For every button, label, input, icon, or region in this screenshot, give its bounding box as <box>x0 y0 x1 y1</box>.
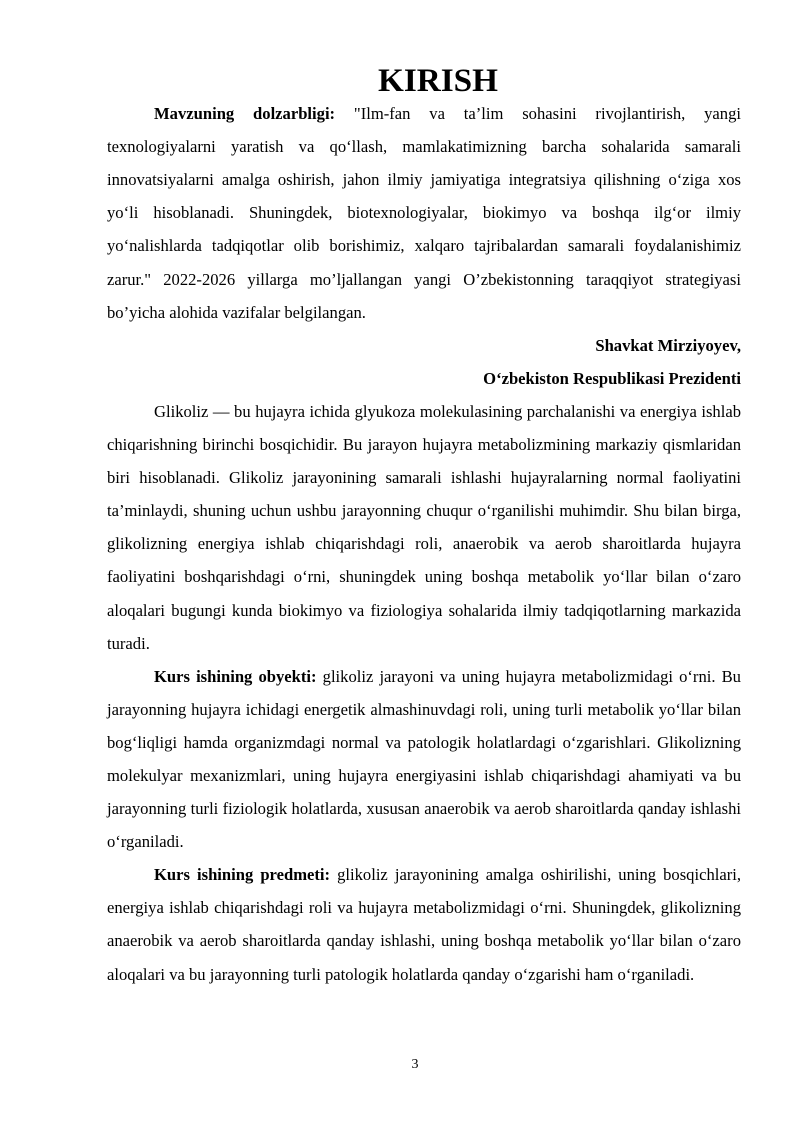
author-name: Shavkat Mirziyoyev, <box>595 335 741 355</box>
object-paragraph <box>107 660 741 859</box>
intro-paragraph <box>107 97 741 329</box>
intro-text: "Ilm-fan va ta’lim sohasini rivojlantirish, yangi texnologiyalarni yaratish va qo‘llash, mamlakatimizning barcha sohalarida samarali innovatsiyalarni amalga oshirish, jahon ilmiy jamiyatiga integratsiya qilishning o‘ziga xos yo‘li hisoblanadi. Shuningdek, biotexnologiyalar, biokimyo va boshqa ilg‘or ilmiy yo‘nalishlarda tadqiqotlar olib borishimiz, xalqaro tajribalardan samarali foydalanishimiz zarur." 2022-2026 yillarga mo’ljallangan yangi O’zbekistonning taraqqiyot strategiyasi bo’yicha alohida vazifalar belgilangan. <box>107 104 741 322</box>
page-number: 3 <box>411 1057 419 1072</box>
glycolysis-paragraph: Glikoliz — bu hujayra ichida glyukoza molekulasining parchalanishi va energiya ishlab chiqarishning birinchi bosqichidir. Bu jarayon hujayra metabolizmining markaziy qismlaridan biri hisoblanadi. Glikoliz jarayonining samarali ishlashi hujayralarning normal faoliyatini ta’minlaydi, shuning uchun ushbu jarayonning chuqur o‘rganilishi muhimdir. Shu bilan birga, glikolizning energiya ishlab chiqarishdagi roli, anaerobik va aerob sharoitlarda hujayra faoliyatini boshqarishdagi o‘rni, shuningdek uning boshqa metabolik yo‘llar bilan o‘zaro aloqalari bugungi kunda biokimyo va fiziologiya sohalarida ilmiy tadqiqotlarning markazida turadi. <box>107 401 741 653</box>
section-title: KIRISH <box>378 62 498 99</box>
subject-paragraph <box>107 858 741 990</box>
subject-lead: Kurs ishining predmeti: <box>154 865 331 885</box>
document-page <box>107 64 741 991</box>
object-text: glikoliz jarayoni va uning hujayra metabolizmidagi o‘rni. Bu jarayonning hujayra ichidagi energetik almashinuvdagi roli, uning turli metabolik yo‘llar bilan bog‘liqligi hamda organizmdagi normal va patologik holatlardagi o‘zgarishlari. Glikolizning molekulyar mexanizmlari, uning hujayra energiyasini ishlab chiqarishdagi ahamiyati va bu jarayonning turli fiziologik holatlarda, xususan anaerobik va aerob sharoitlarda qanday ishlashi o‘rganiladi. <box>107 666 741 852</box>
intro-lead: Mavzuning dolzarbligi: <box>154 104 336 124</box>
subject-text: glikoliz jarayonining amalga oshirilishi, uning bosqichlari, energiya ishlab chiqarishdagi roli va hujayra metabolizmidagi o‘rni. Shuningdek, glikolizning anaerobik va aerob sharoitlarda qanday ishlashi, uning boshqa metabolik yo‘llar bilan o‘zaro aloqalari va bu jarayonning turli patologik holatlarda qanday o‘zgarishi ham o‘rganiladi. <box>107 865 742 984</box>
object-lead: Kurs ishining obyekti: <box>154 666 317 686</box>
author-title: O‘zbekiston Respublikasi Prezidenti <box>483 368 741 388</box>
